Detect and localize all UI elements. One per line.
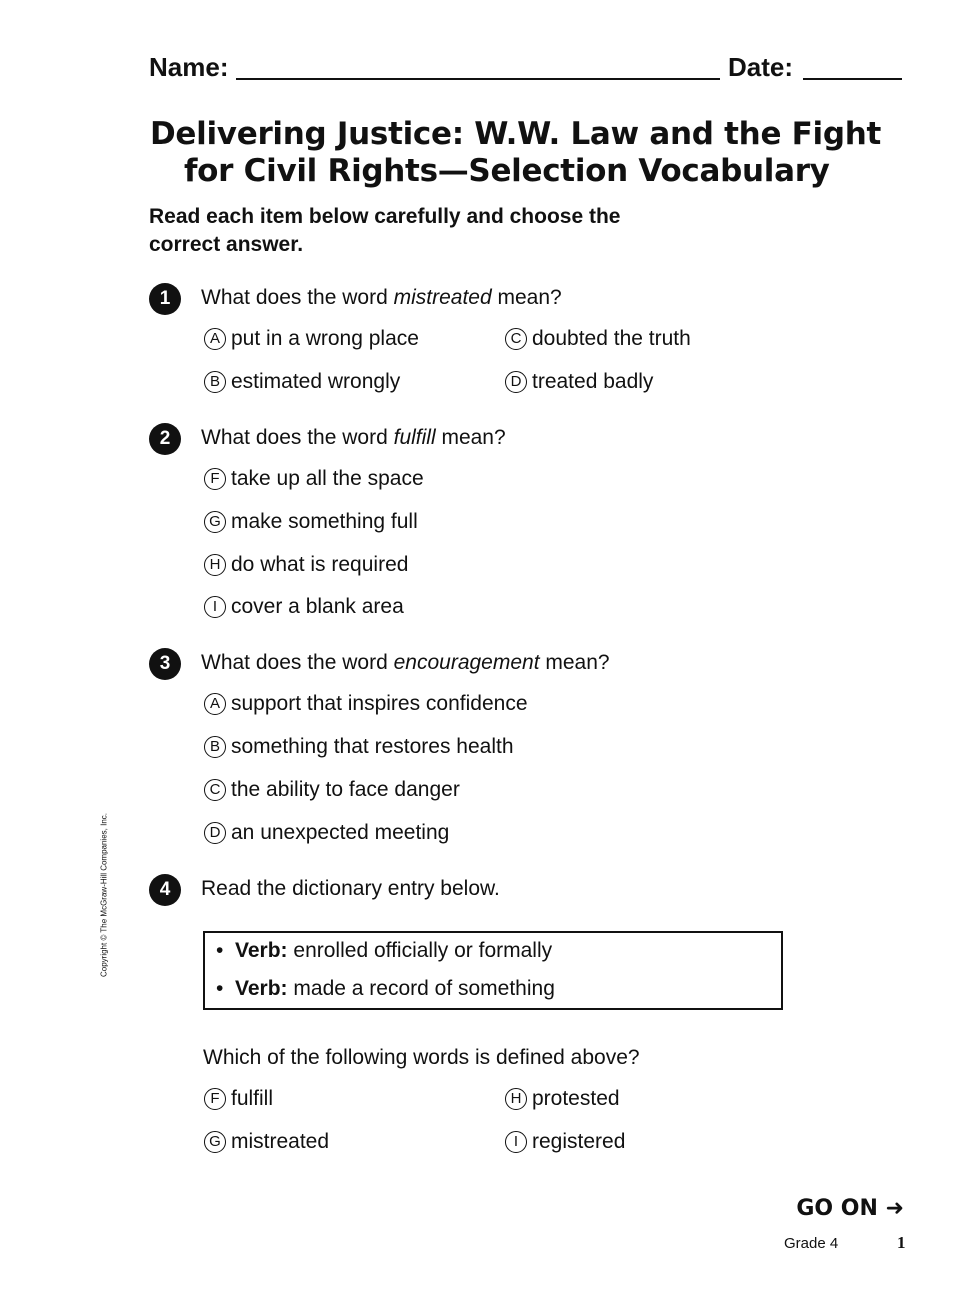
question-2-text: What does the word fulfill mean? xyxy=(201,426,506,449)
option-text: estimated wrongly xyxy=(231,370,401,393)
page-title xyxy=(150,116,910,190)
answer-option[interactable] xyxy=(204,510,418,534)
name-field[interactable] xyxy=(236,78,720,80)
answer-option[interactable] xyxy=(505,327,691,351)
question-3-number: 3 xyxy=(149,648,181,680)
question-2-number: 2 xyxy=(149,423,181,455)
option-letter-icon[interactable]: D xyxy=(204,822,226,844)
option-letter-icon[interactable]: D xyxy=(505,371,527,393)
title-line-1: Delivering Justice: W.W. Law and the Fight xyxy=(150,116,882,152)
answer-option[interactable] xyxy=(204,553,408,577)
question-1-number: 1 xyxy=(149,283,181,315)
instructions xyxy=(149,203,709,259)
question-4-text: Read the dictionary entry below. xyxy=(201,877,500,900)
answer-option[interactable] xyxy=(204,735,514,759)
option-text: put in a wrong place xyxy=(231,327,419,350)
option-text: registered xyxy=(532,1130,626,1153)
question-1-text: What does the word mistreated mean? xyxy=(201,286,562,309)
option-text: doubted the truth xyxy=(532,327,691,350)
date-field[interactable] xyxy=(803,78,902,80)
answer-option[interactable] xyxy=(204,370,400,394)
copyright-notice: Copyright © The McGraw-Hill Companies, Inc. xyxy=(99,812,109,978)
option-letter-icon[interactable]: B xyxy=(204,736,226,758)
answer-option[interactable] xyxy=(505,370,653,394)
option-letter-icon[interactable]: B xyxy=(204,371,226,393)
dictionary-entry xyxy=(203,931,783,1010)
instructions-line-2: correct answer. xyxy=(149,233,304,256)
option-letter-icon[interactable]: H xyxy=(505,1088,527,1110)
option-text: an unexpected meeting xyxy=(231,821,450,844)
question-4-number: 4 xyxy=(149,874,181,906)
dictionary-definition: • Verb: made a record of something xyxy=(216,977,555,1000)
option-letter-icon[interactable]: G xyxy=(204,1131,226,1153)
grade-label: Grade 4 xyxy=(784,1235,839,1252)
question-3-text: What does the word encouragement mean? xyxy=(201,651,610,674)
answer-option[interactable] xyxy=(204,467,424,491)
answer-option[interactable] xyxy=(505,1087,620,1111)
option-letter-icon[interactable]: C xyxy=(204,779,226,801)
option-text: protested xyxy=(532,1087,620,1110)
answer-option[interactable] xyxy=(204,692,528,716)
answer-option[interactable] xyxy=(204,778,460,802)
option-letter-icon[interactable]: I xyxy=(204,596,226,618)
option-letter-icon[interactable]: F xyxy=(204,468,226,490)
option-text: take up all the space xyxy=(231,467,424,490)
option-text: the ability to face danger xyxy=(231,778,460,801)
option-letter-icon[interactable]: A xyxy=(204,328,226,350)
option-text: mistreated xyxy=(231,1130,330,1153)
answer-option[interactable] xyxy=(505,1130,625,1154)
page-number: 1 xyxy=(897,1233,906,1252)
question-4-followup: Which of the following words is defined above? xyxy=(203,1046,640,1069)
option-text: something that restores health xyxy=(231,735,514,758)
option-text: cover a blank area xyxy=(231,595,404,618)
option-letter-icon[interactable]: I xyxy=(505,1131,527,1153)
answer-option[interactable] xyxy=(204,595,404,619)
answer-option[interactable] xyxy=(204,1087,273,1111)
answer-option[interactable] xyxy=(204,327,419,351)
option-letter-icon[interactable]: G xyxy=(204,511,226,533)
date-label: Date: xyxy=(728,52,794,82)
option-text: fulfill xyxy=(231,1087,274,1110)
option-letter-icon[interactable]: C xyxy=(505,328,527,350)
option-letter-icon[interactable]: A xyxy=(204,693,226,715)
option-letter-icon[interactable]: H xyxy=(204,554,226,576)
option-text: make something full xyxy=(231,510,418,533)
option-text: treated badly xyxy=(532,370,654,393)
option-letter-icon[interactable]: F xyxy=(204,1088,226,1110)
go-on-label: GO ON ➜ xyxy=(796,1196,904,1221)
title-line-2: for Civil Rights—Selection Vocabulary xyxy=(184,153,830,189)
instructions-line-1: Read each item below carefully and choose the xyxy=(149,205,621,228)
name-label: Name: xyxy=(149,52,229,82)
dictionary-definition: • Verb: enrolled officially or formally xyxy=(216,939,553,962)
option-text: do what is required xyxy=(231,553,409,576)
option-text: support that inspires confidence xyxy=(231,692,528,715)
answer-option[interactable] xyxy=(204,821,449,845)
answer-option[interactable] xyxy=(204,1130,329,1154)
